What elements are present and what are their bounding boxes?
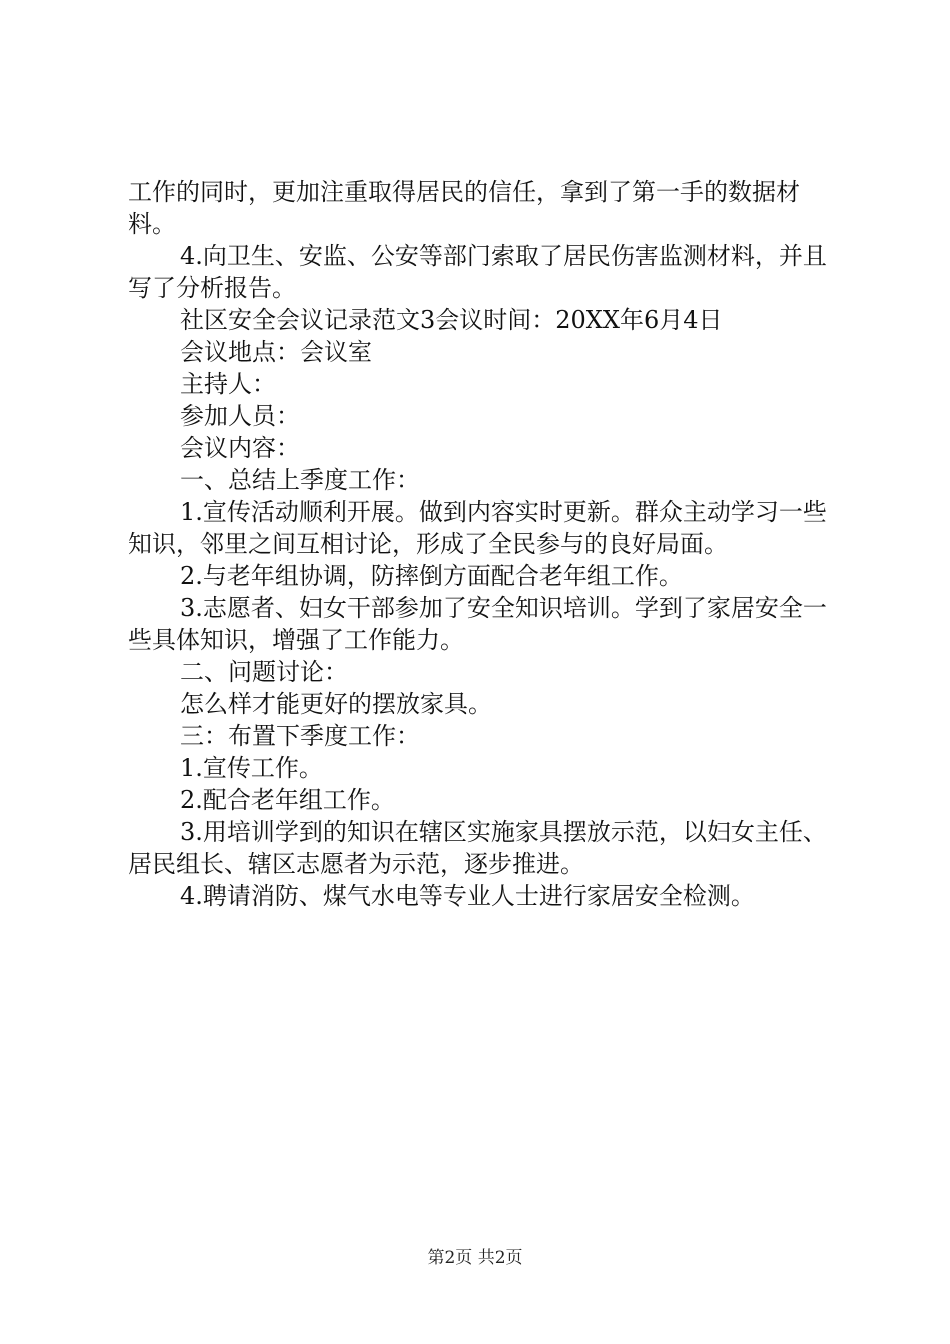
paragraph: 4.向卫生、安监、公安等部门索取了居民伤害监测材料，并且写了分析报告。	[128, 242, 827, 302]
paragraph: 社区安全会议记录范文3会议时间：20XX年6月4日	[180, 306, 723, 334]
paragraph: 1.宣传活动顺利开展。做到内容实时更新。群众主动学习一些知识，邻里之间互相讨论，形成了全民参与的良好局面。	[128, 498, 827, 558]
document-body	[128, 176, 833, 912]
paragraph: 4.聘请消防、煤气水电等专业人士进行家居安全检测。	[180, 882, 755, 910]
paragraph: 工作的同时，更加注重取得居民的信任，拿到了第一手的数据材料。	[128, 178, 800, 238]
paragraph: 二、问题讨论：	[180, 658, 348, 686]
paragraph: 会议地点：会议室	[180, 338, 372, 366]
paragraph: 3.志愿者、妇女干部参加了安全知识培训。学到了家居安全一些具体知识，增强了工作能力。	[128, 594, 827, 654]
paragraph: 三：布置下季度工作：	[180, 722, 420, 750]
paragraph: 会议内容：	[180, 434, 300, 462]
paragraph: 一、总结上季度工作：	[180, 466, 420, 494]
paragraph: 2.与老年组协调，防摔倒方面配合老年组工作。	[180, 562, 683, 590]
paragraph: 怎么样才能更好的摆放家具。	[180, 690, 492, 718]
page-footer: 第2页 共2页	[427, 1248, 523, 1268]
paragraph: 3.用培训学到的知识在辖区实施家具摆放示范，以妇女主任、居民组长、辖区志愿者为示范，逐步推进。	[128, 818, 827, 878]
paragraph: 参加人员：	[180, 402, 300, 430]
paragraph: 2.配合老年组工作。	[180, 786, 395, 814]
paragraph: 1.宣传工作。	[180, 754, 323, 782]
paragraph: 主持人：	[180, 370, 276, 398]
